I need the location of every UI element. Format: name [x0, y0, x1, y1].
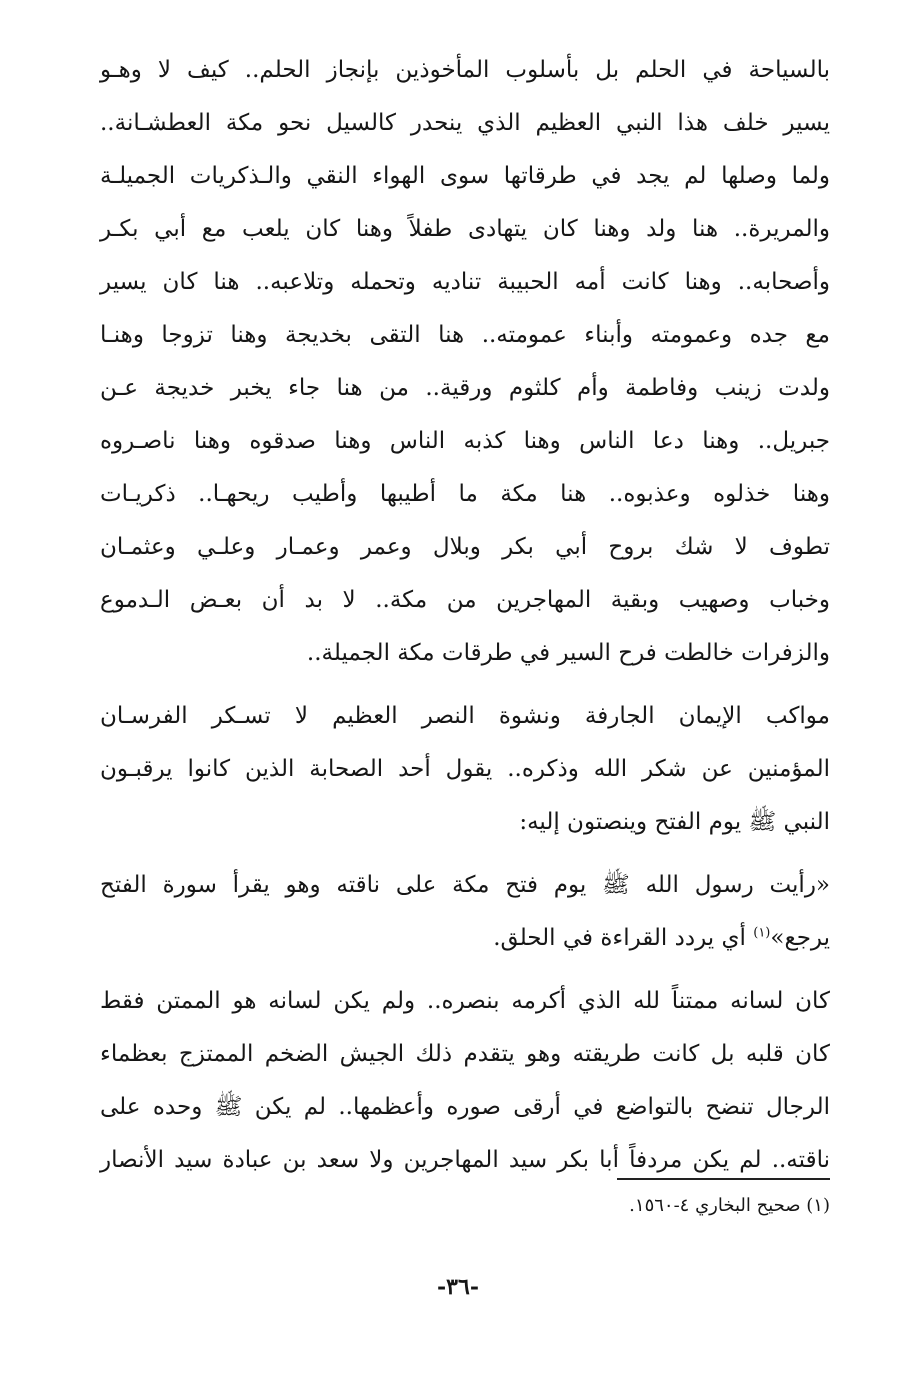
paragraph-hadith-quote: [100, 859, 830, 965]
paragraph-gratitude: [100, 975, 830, 1187]
footnote-divider: [617, 1178, 830, 1180]
text-line: والمريرة.. هنا ولد وهنا كان يتهادى طفلاً وهنا كان يلعب مع أبي بكـر: [100, 216, 830, 242]
text-line: وخباب وصهيب وبقية المهاجرين من مكة.. لا بد أن بعـض الـدموع: [100, 587, 830, 613]
text-line: النبي ﷺ يوم الفتح وينصتون إليه:: [519, 809, 830, 835]
text-line: جبريل.. وهنا دعا الناس وهنا كذبه الناس وهنا صدقوه وهنا ناصـروه: [100, 428, 830, 454]
text-line: كان لسانه ممتناً لله الذي أكرمه بنصره.. ولم يكن لسانه هو الممتن فقط: [100, 988, 830, 1014]
text-line: ولما وصلها لم يجد في طرقاتها سوى الهواء النقي والـذكريات الجميلـة: [100, 163, 830, 189]
text-line: وهنا خذلوه وعذبوه.. هنا مكة ما أطيبها وأطيب ريحهـا.. ذكريـات: [100, 481, 830, 507]
paragraph-spacer: [100, 849, 830, 859]
footnote: (١) صحيح البخاري ٤-١٥٦٠.: [629, 1195, 830, 1216]
text-line: تطوف لا شك بروح أبي بكر وبلال وعمر وعمـار وعلـي وعثمـان: [100, 534, 830, 560]
text-line: يسير خلف هذا النبي العظيم الذي ينحدر كالسيل نحو مكة العطشـانة..: [100, 110, 830, 136]
paragraph-spacer: [100, 680, 830, 690]
page-body: [100, 44, 830, 1187]
paragraph-victory-procession: [100, 690, 830, 849]
quote-end-text: يرجع»: [770, 925, 830, 951]
text-line: الرجال تنضح بالتواضع في أرقى صوره وأعظمها.. لم يكن ﷺ وحده على: [100, 1094, 830, 1120]
text-line: كان قلبه بل كانت طريقته وهو يتقدم ذلك الجيش الضخم الممتزج بعظماء: [100, 1041, 830, 1067]
text-line: وأصحابه.. وهنا كانت أمه الحبيبة تناديه وتحمله وتلاعبه.. هنا كان يسير: [100, 269, 830, 295]
text-line: «رأيت رسول الله ﷺ يوم فتح مكة على ناقته وهو يقرأ سورة الفتح: [100, 872, 830, 898]
text-line: بالسياحة في الحلم بل بأسلوب المأخوذين بإنجاز الحلم.. كيف لا وهـو: [100, 57, 830, 83]
paragraph-spacer: [100, 965, 830, 975]
text-line: مع جده وعمومته وأبناء عمومته.. هنا التقى بخديجة وهنا تزوجا وهنـا: [100, 322, 830, 348]
paragraph-mecca-memories: [100, 44, 830, 680]
footnote-marker: (١): [753, 925, 771, 941]
text-line: مواكب الإيمان الجارفة ونشوة النصر العظيم لا تسـكر الفرسـان: [100, 703, 830, 729]
text-line: المؤمنين عن شكر الله وذكره.. يقول أحد الصحابة الذين كانوا يرقبـون: [100, 756, 830, 782]
text-line: ولدت زينب وفاطمة وأم كلثوم ورقية.. من هنا جاء يخبر خديجة عـن: [100, 375, 830, 401]
quote-explanation-text: أي يردد القراءة في الحلق.: [493, 925, 746, 951]
page-number: -٣٦-: [437, 1274, 479, 1300]
text-line: والزفرات خالطت فرح السير في طرقات مكة الجميلة..: [306, 640, 830, 666]
text-line: ناقته.. لم يكن مردفاً أبا بكر سيد المهاجرين ولا سعد بن عبادة سيد الأنصار: [100, 1147, 830, 1173]
text-line: [100, 912, 830, 965]
